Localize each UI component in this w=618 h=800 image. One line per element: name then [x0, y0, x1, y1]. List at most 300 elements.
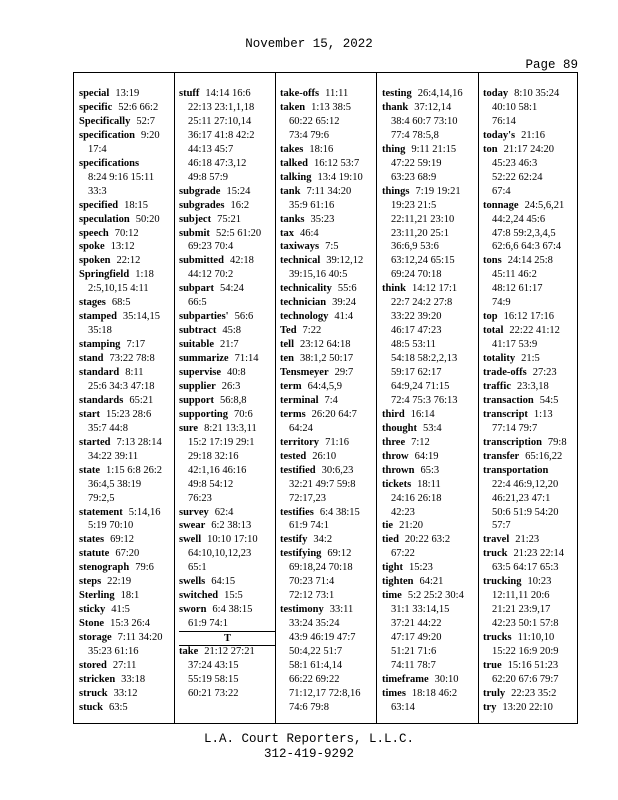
index-entry: [280, 185, 351, 198]
index-entry: [280, 101, 351, 114]
index-page-refs: 64:21: [419, 576, 444, 587]
index-column-1: [79, 87, 178, 719]
index-page-refs: 12:11,11 20:6: [492, 590, 550, 601]
index-term: tested: [280, 451, 307, 462]
index-entry: [483, 701, 553, 714]
index-page-refs: 46:4: [300, 228, 319, 239]
index-term: speech: [79, 228, 109, 239]
index-entry: [79, 394, 153, 407]
index-entry: [280, 533, 332, 546]
index-term: times: [382, 688, 406, 699]
index-page-refs: 65:21: [129, 395, 154, 406]
index-entry: [483, 575, 551, 588]
index-term: thing: [382, 144, 406, 155]
index-entry: [280, 366, 353, 379]
index-entry: [382, 282, 457, 295]
index-page-refs: 31:1 33:14,15: [391, 604, 450, 615]
index-page-refs: 48:5 53:11: [391, 339, 436, 350]
index-page-refs: 30:6,23: [321, 465, 354, 476]
index-term: transfer: [483, 451, 520, 462]
index-term: tanks: [280, 214, 305, 225]
index-page-refs: 22:19: [107, 576, 132, 587]
index-entry: [79, 366, 144, 379]
index-page-refs: 15:3 26:4: [110, 618, 151, 629]
index-page-refs: 72:17,23: [289, 493, 327, 504]
index-page-refs: 15:23 28:6: [106, 409, 152, 420]
index-term: testifies: [280, 507, 314, 518]
index-page-refs: 32:21 49:7 59:8: [289, 479, 356, 490]
index-entry: [280, 87, 348, 100]
index-term: transcript: [483, 409, 528, 420]
index-term: try: [483, 702, 497, 713]
index-entry: [280, 338, 350, 351]
index-page-refs: 57:7: [492, 520, 511, 531]
index-term: subpart: [179, 283, 215, 294]
index-term: tight: [382, 562, 403, 573]
index-page-refs: 35:23: [310, 214, 335, 225]
index-page-refs: 13:12: [110, 241, 135, 252]
index-page-refs: 54:5: [539, 395, 559, 406]
index-term: statement: [79, 507, 123, 518]
index-page-refs: 9:11 21:15: [411, 144, 457, 155]
index-entry: [79, 254, 140, 267]
index-term: tighten: [382, 576, 414, 587]
index-page-refs: 35:9 61:16: [289, 200, 335, 211]
index-term: speculation: [79, 214, 130, 225]
index-entry: [179, 282, 244, 295]
index-entry: [382, 422, 442, 435]
index-page-refs: 22:22 41:12: [509, 325, 560, 336]
index-entry: [179, 506, 233, 519]
index-entry: [79, 115, 155, 128]
index-page-refs: 18:1: [120, 590, 140, 601]
index-page-refs: 50:20: [135, 214, 160, 225]
index-term: switched: [179, 590, 219, 601]
index-page-refs: 7:4: [324, 395, 338, 406]
index-term: testifying: [280, 548, 322, 559]
index-page-refs: 18:15: [124, 200, 148, 211]
index-term: timeframe: [382, 674, 429, 685]
page-number: Page 89: [525, 58, 578, 72]
index-entry: [179, 254, 254, 267]
index-entry: [483, 324, 560, 337]
index-page-refs: 43:9 46:19 47:7: [289, 632, 356, 643]
index-page-refs: 14:14 16:6: [205, 88, 251, 99]
index-page-refs: 33:12: [113, 688, 138, 699]
index-term: survey: [179, 507, 209, 518]
index-entry: [179, 310, 253, 323]
index-page-refs: 10:10 17:10: [207, 534, 258, 545]
footer-phone: 312-419-9292: [263, 747, 354, 761]
index-page-refs: 33:24 35:24: [289, 618, 340, 629]
index-term: standard: [79, 367, 120, 378]
footer-company: L.A. Court Reporters, L.L.C.: [203, 732, 415, 746]
index-entry: [280, 143, 333, 156]
index-term: tell: [280, 339, 294, 350]
index-entry: [280, 380, 342, 393]
index-page-refs: 6:4 38:15: [319, 507, 360, 518]
index-column-5: [483, 87, 582, 719]
index-term: things: [382, 186, 410, 197]
index-page-refs: 52:5 61:20: [215, 228, 262, 239]
index-page-refs: 25:11 27:10,14: [188, 116, 252, 127]
index-entry: [79, 673, 145, 686]
index-page-refs: 7:11 34:20: [306, 186, 352, 197]
index-page-refs: 69:18,24 70:18: [289, 562, 353, 573]
index-term: stricken: [79, 674, 116, 685]
index-page-refs: 56:6: [234, 311, 254, 322]
index-term: stored: [79, 660, 107, 671]
index-page-refs: 2:5,10,15 4:11: [88, 283, 149, 294]
index-page-refs: 24:5,6,21: [524, 200, 565, 211]
index-entry: [483, 352, 540, 365]
index-term: testing: [382, 88, 412, 99]
index-page-refs: 36:6,9 53:6: [391, 241, 439, 252]
index-page-refs: 5:19 70:10: [88, 520, 134, 531]
index-term: subtract: [179, 325, 217, 336]
index-entry: [79, 561, 154, 574]
index-entry: [382, 478, 441, 491]
index-term: thank: [382, 102, 409, 113]
index-page-refs: 16:14: [410, 409, 435, 420]
index-page-refs: 29:18 32:16: [188, 451, 239, 462]
index-term: steps: [79, 576, 102, 587]
index-page-refs: 23:11,20 25:1: [391, 228, 449, 239]
index-entry: [79, 213, 160, 226]
index-entry: [382, 143, 456, 156]
index-entry: [179, 394, 247, 407]
index-term: supervise: [179, 367, 221, 378]
index-term: takes: [280, 144, 304, 155]
index-page-refs: 64:19: [414, 451, 439, 462]
index-page-refs: 76:23: [188, 493, 212, 504]
index-term: thrown: [382, 465, 415, 476]
index-entry: [179, 533, 258, 546]
index-term: subgrades: [179, 200, 225, 211]
index-entry: [79, 589, 139, 602]
index-entry: [79, 575, 131, 588]
index-entry: [280, 450, 336, 463]
index-term: swell: [179, 534, 202, 545]
index-entry: [483, 254, 553, 267]
index-term: third: [382, 409, 405, 420]
index-page-refs: 45:23 46:3: [492, 158, 538, 169]
index-page-refs: 33:18: [121, 674, 146, 685]
index-term: traffic: [483, 381, 511, 392]
index-page-refs: 13:4 19:10: [317, 172, 363, 183]
index-term: three: [382, 437, 406, 448]
index-page-refs: 26:20 64:7: [311, 409, 357, 420]
index-page-refs: 22:11,21 23:10: [391, 214, 455, 225]
index-term: taken: [280, 102, 306, 113]
index-entry: [179, 199, 249, 212]
index-entry: [280, 352, 353, 365]
index-entry: [79, 464, 162, 477]
index-page-refs: 71:16: [325, 437, 349, 448]
index-page-refs: 8:11: [125, 367, 144, 378]
index-entry: [179, 519, 251, 532]
index-entry: [179, 338, 239, 351]
index-page-refs: 46:18 47:3,12: [188, 158, 247, 169]
index-page-refs: 52:7: [136, 116, 155, 127]
index-term: truck: [483, 548, 508, 559]
index-page-refs: 73:4 79:6: [289, 130, 329, 141]
index-entry: [79, 101, 158, 114]
index-page-refs: 47:22 59:19: [391, 158, 442, 169]
index-term: summarize: [179, 353, 229, 364]
index-page-refs: 67:4: [492, 186, 511, 197]
index-page-refs: 65:16,22: [525, 451, 563, 462]
index-column-3: [280, 87, 379, 719]
index-page-refs: 11:11: [325, 88, 349, 99]
index-page-refs: 10:23: [527, 576, 552, 587]
index-page-refs: 36:17 41:8 42:2: [188, 130, 255, 141]
index-entry: [382, 87, 463, 100]
index-entry: [79, 408, 151, 421]
index-term: specified: [79, 200, 119, 211]
index-page-refs: 7:19 19:21: [415, 186, 461, 197]
index-entry: [79, 87, 139, 100]
index-page-refs: 55:6: [337, 283, 357, 294]
index-entry: [179, 87, 251, 100]
index-page-refs: 15:24: [226, 186, 251, 197]
index-page-refs: 42:23: [391, 507, 415, 518]
index-page-refs: 72:4 75:3 76:13: [391, 395, 458, 406]
index-term: swear: [179, 520, 206, 531]
index-term: Stone: [79, 618, 105, 629]
index-page-refs: 65:3: [420, 465, 440, 476]
index-page-refs: 70:6: [234, 409, 253, 420]
index-page-refs: 21:23: [515, 534, 540, 545]
index-page-refs: 40:10 58:1: [492, 102, 538, 113]
index-page-refs: 46:21,23 47:1: [492, 493, 551, 504]
index-page-refs: 44:13 45:7: [188, 144, 234, 155]
index-page-refs: 69:12: [327, 548, 352, 559]
index-entry: [382, 450, 439, 463]
index-page-refs: 67:20: [115, 548, 140, 559]
index-page-refs: 60:22 65:12: [289, 116, 340, 127]
index-term: Springfield: [79, 269, 130, 280]
index-page-refs: 20:22 63:2: [404, 534, 451, 545]
index-page-refs: 11:10,10: [517, 632, 555, 643]
index-term: throw: [382, 451, 409, 462]
index-page-refs: 25:6 34:3 47:18: [88, 381, 155, 392]
index-page-refs: 38:4 60:7 73:10: [391, 116, 458, 127]
index-term: subject: [179, 214, 212, 225]
index-entry: [79, 436, 162, 449]
index-entry: [382, 533, 450, 546]
index-page-refs: 62:6,6 64:3 67:4: [492, 241, 562, 252]
index-page-refs: 5:14,16: [128, 507, 161, 518]
index-page-refs: 35:18: [88, 325, 112, 336]
index-page-refs: 19:23 21:5: [391, 200, 437, 211]
index-page-refs: 54:18 58:2,2,13: [391, 353, 458, 364]
index-page-refs: 17:4: [88, 144, 107, 155]
index-term: technician: [280, 297, 327, 308]
index-page-refs: 67:22: [391, 548, 415, 559]
index-page-refs: 1:15 6:8 26:2: [106, 465, 163, 476]
index-term: Sterling: [79, 590, 115, 601]
index-term: stamped: [79, 311, 117, 322]
index-page-refs: 21:17 24:20: [503, 144, 555, 155]
index-page-refs: 49:8 54:12: [188, 479, 234, 490]
index-page-refs: 29:7: [334, 367, 354, 378]
index-page-refs: 6:2 38:13: [211, 520, 252, 531]
index-term: top: [483, 311, 498, 322]
index-page-refs: 21:16: [521, 130, 546, 141]
index-entry: [280, 254, 363, 267]
index-page-refs: 55:19 58:15: [188, 674, 239, 685]
index-entry: [280, 506, 360, 519]
index-entry: [483, 533, 539, 546]
index-entry: [483, 436, 567, 449]
index-term: sworn: [179, 604, 207, 615]
index-term: started: [79, 437, 111, 448]
index-entry: [280, 282, 357, 295]
index-entry: [179, 603, 252, 616]
index-page-refs: 40:8: [227, 367, 246, 378]
index-term: total: [483, 325, 504, 336]
index-page-refs: 34:2: [313, 534, 333, 545]
index-term: subgrade: [179, 186, 221, 197]
index-entry: [179, 366, 246, 379]
index-page-refs: 72:12 73:1: [289, 590, 335, 601]
index-page-refs: 22:7 24:2 27:8: [391, 297, 453, 308]
index-term: submit: [179, 228, 210, 239]
index-page-refs: 33:22 39:20: [391, 311, 442, 322]
index-page-refs: 18:18 46:2: [411, 688, 458, 699]
index-entry: [483, 394, 558, 407]
index-term: technology: [280, 311, 329, 322]
index-entry: [483, 380, 549, 393]
index-entry: [382, 464, 439, 477]
index-page-refs: 65:1: [188, 562, 207, 573]
index-page-refs: 1:13 38:5: [311, 102, 352, 113]
index-term: tons: [483, 255, 502, 266]
index-entry: [483, 450, 562, 463]
index-page-refs: 15:2 17:19 29:1: [188, 437, 255, 448]
index-term: state: [79, 465, 100, 476]
index-page-refs: 79:6: [135, 562, 154, 573]
index-entry: [79, 603, 130, 616]
index-column-4: [382, 87, 481, 719]
index-entry: [382, 575, 443, 588]
index-page-refs: 15:5: [224, 590, 243, 601]
index-page-refs: 35:7 44:8: [88, 423, 128, 434]
index-page-refs: 8:21 13:3,11: [204, 423, 257, 434]
index-entry: [382, 561, 433, 574]
index-term: sure: [179, 423, 199, 434]
index-term: talked: [280, 158, 309, 169]
index-entry: [280, 213, 334, 226]
index-page-refs: 46:17 47:23: [391, 325, 442, 336]
index-term: today's: [483, 130, 516, 141]
index-page-refs: 62:20 67:6 79:7: [492, 674, 559, 685]
index-page-refs: 45:8: [222, 325, 242, 336]
index-term: trade-offs: [483, 367, 527, 378]
index-entry: [382, 673, 459, 686]
index-term: tax: [280, 228, 294, 239]
index-page-refs: 21:20: [399, 520, 423, 531]
index-entry: [483, 547, 564, 560]
index-entry: [179, 352, 259, 365]
index-term: term: [280, 381, 302, 392]
index-page-refs: 42:18: [229, 255, 254, 266]
index-entry: [79, 227, 139, 240]
index-term: technical: [280, 255, 321, 266]
index-entry: [179, 422, 257, 435]
index-page-refs: 8:10 35:24: [514, 88, 560, 99]
index-page-refs: 59:17 62:17: [391, 367, 442, 378]
index-term: think: [382, 283, 406, 294]
index-entry: [179, 408, 253, 421]
index-term: stuck: [79, 702, 103, 713]
index-page-refs: 79:2,5: [88, 493, 115, 504]
index-entry: [483, 366, 557, 379]
index-page-refs: 48:12 61:17: [492, 283, 543, 294]
index-term: submitted: [179, 255, 224, 266]
index-entry: [179, 380, 240, 393]
index-page-refs: 64:24: [289, 423, 313, 434]
index-page-refs: 21:7: [220, 339, 239, 350]
footer: [0, 732, 618, 762]
index-term: specification: [79, 130, 135, 141]
index-entry: [382, 408, 435, 421]
index-entry: [483, 87, 559, 100]
index-entry: [79, 352, 155, 365]
index-entry: [382, 185, 461, 198]
index-page-refs: 49:8 57:9: [188, 172, 228, 183]
index-entry: [483, 687, 556, 700]
index-page-refs: 37:12,14: [414, 102, 452, 113]
index-page-refs: 71:14: [234, 353, 259, 364]
index-entry: [79, 199, 148, 212]
index-page-refs: 41:4: [334, 311, 354, 322]
index-column-2: [179, 87, 278, 719]
index-page-refs: 7:17: [126, 339, 146, 350]
index-term: stuff: [179, 88, 200, 99]
index-term: testify: [280, 534, 308, 545]
index-term: supplier: [179, 381, 216, 392]
index-page-refs: 63:5: [108, 702, 128, 713]
index-page-refs: 7:22: [302, 325, 322, 336]
index-term: tonnage: [483, 200, 519, 211]
index-term: standards: [79, 395, 124, 406]
index-entry: [382, 687, 457, 700]
index-term: tied: [382, 534, 399, 545]
index-entry: [280, 436, 349, 449]
index-term: tank: [280, 186, 301, 197]
index-section-letter: T: [179, 631, 276, 646]
index-page-refs: 61:9 74:1: [289, 520, 329, 531]
index-entry: [179, 227, 261, 240]
index-page-refs: 37:24 43:15: [188, 660, 239, 671]
index-term: Ted: [280, 325, 297, 336]
index-entry: [483, 464, 548, 477]
index-entry: [280, 603, 353, 616]
index-entry: [79, 547, 139, 560]
index-page-refs: 60:21 73:22: [188, 688, 239, 699]
index-page-refs: 5:2 25:2 30:4: [407, 590, 464, 601]
index-page-refs: 1:18: [135, 269, 154, 280]
index-page-refs: 15:23: [409, 562, 433, 573]
index-page-refs: 47:17 49:20: [391, 632, 442, 643]
index-term: truly: [483, 688, 506, 699]
index-page-refs: 70:23 71:4: [289, 576, 335, 587]
index-entry: [280, 240, 339, 253]
index-page-refs: 77:14 79:7: [492, 423, 538, 434]
index-entry: [280, 310, 353, 323]
